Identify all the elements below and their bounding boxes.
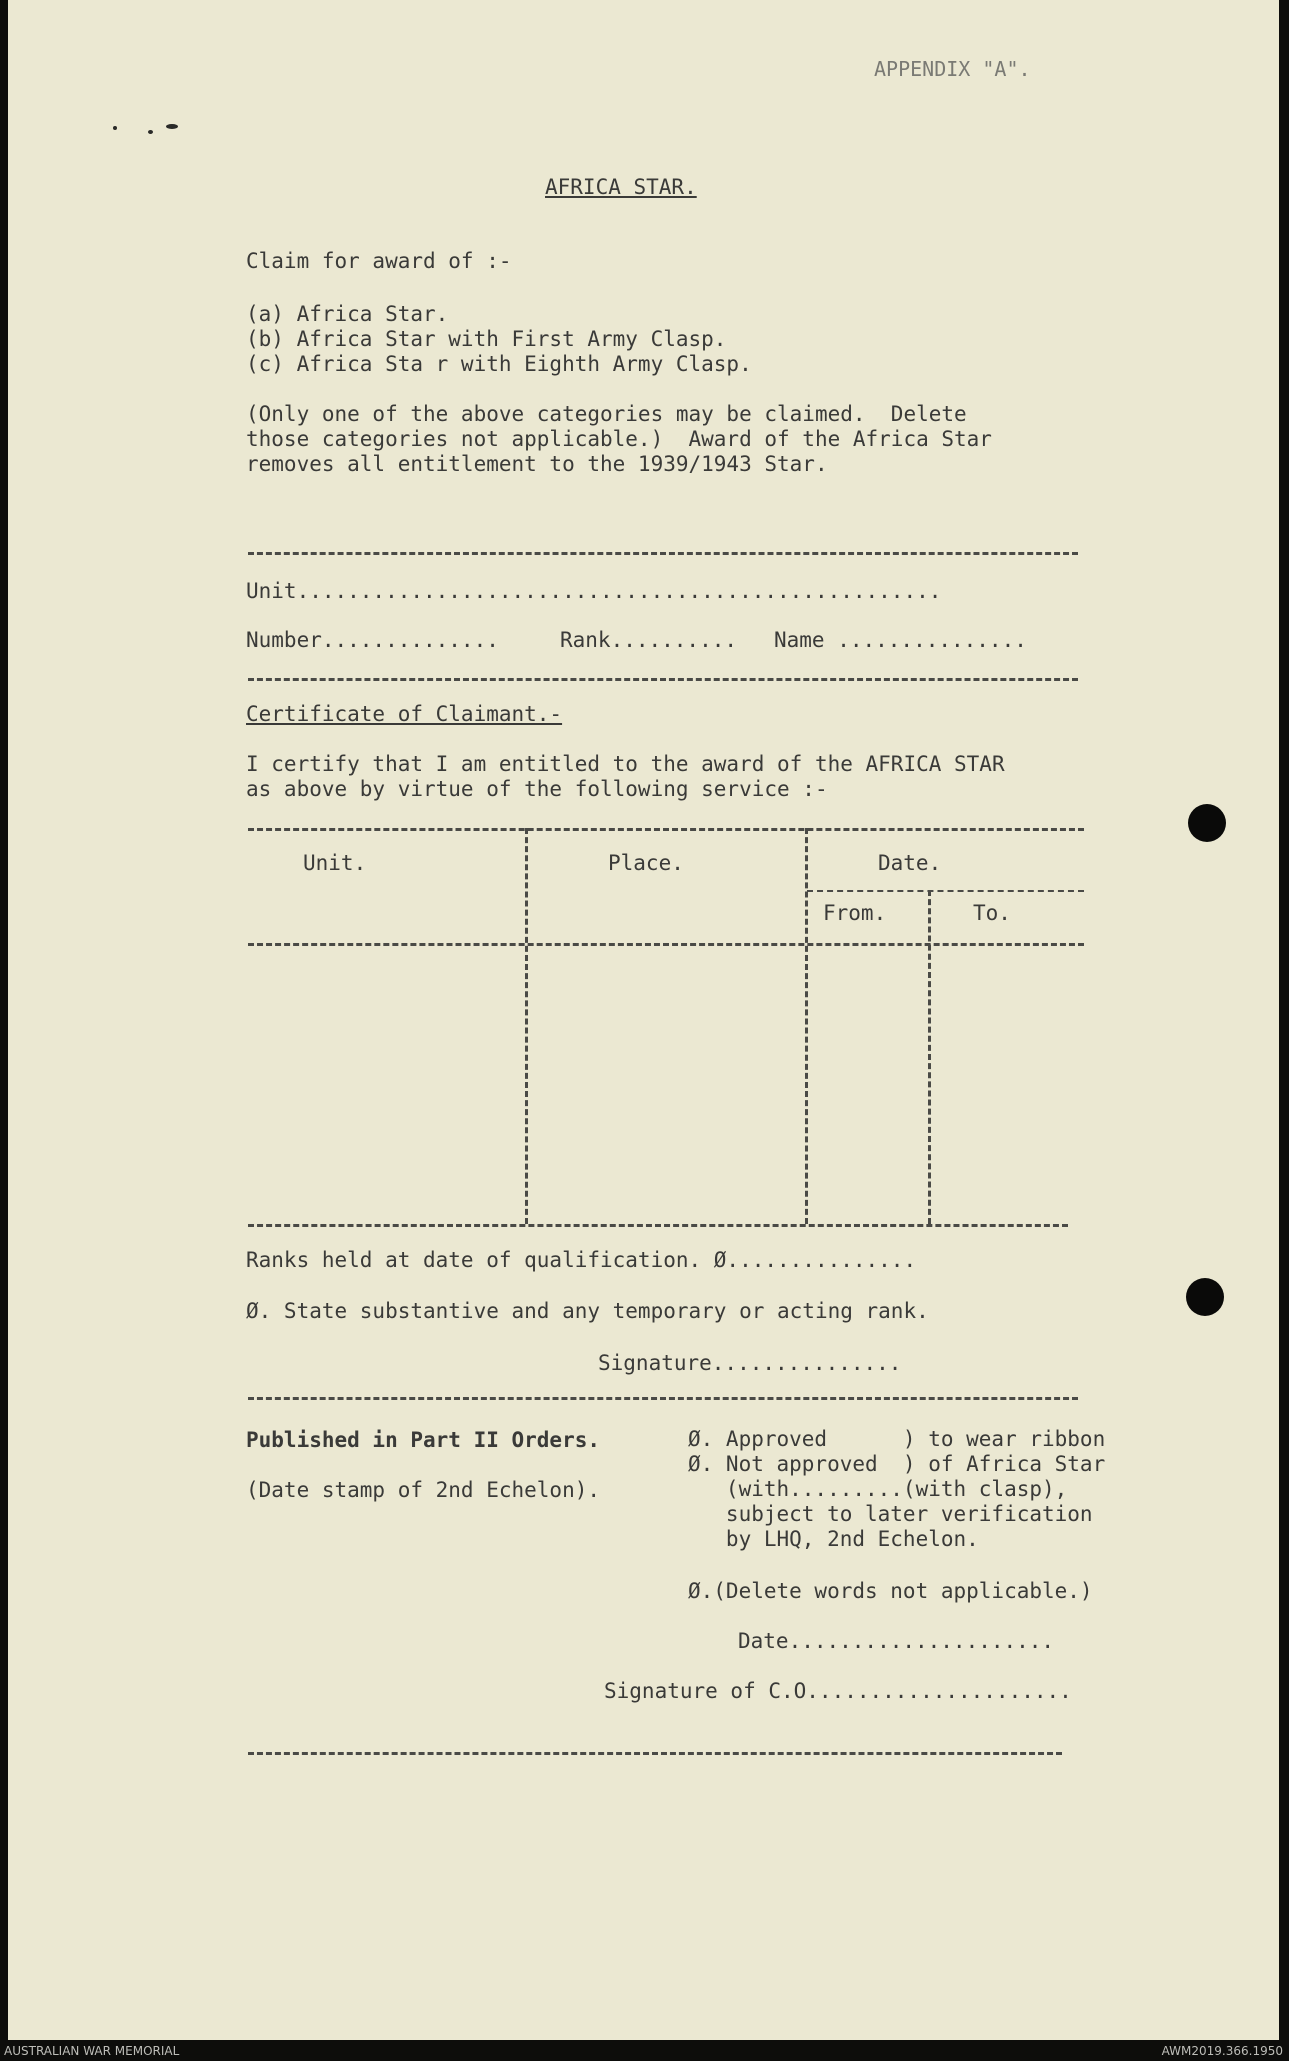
approval-line: subject to later verification <box>688 1502 1093 1526</box>
date-stamp-label: (Date stamp of 2nd Echelon). <box>246 1478 601 1502</box>
footer-institution: AUSTRALIAN WAR MEMORIAL <box>4 2044 180 2058</box>
table-header-unit: Unit. <box>303 851 367 875</box>
divider <box>248 1752 1062 1755</box>
punch-hole <box>1188 804 1226 842</box>
footer-accession-number: AWM2019.366.1950 <box>1161 2044 1283 2058</box>
appendix-label: APPENDIX "A". <box>874 57 1031 81</box>
table-bottom-border <box>248 1224 1068 1227</box>
category-b: (b) Africa Star with First Army Clasp. <box>246 327 727 351</box>
note-line: removes all entitlement to the 1939/1943 Star. <box>246 452 828 476</box>
approval-line: Ø. Approved ) to wear ribbon <box>688 1427 1106 1451</box>
approval-line: (with.........(with clasp), <box>688 1477 1068 1501</box>
ink-speck <box>148 130 153 134</box>
table-header-place: Place. <box>608 851 684 875</box>
divider <box>248 552 1078 555</box>
page-title: AFRICA STAR. <box>545 175 697 199</box>
note-line: those categories not applicable.) Award of the Africa Star <box>246 427 992 451</box>
approval-line: Ø. Not approved ) of Africa Star <box>688 1452 1106 1476</box>
table-header-border <box>248 943 1084 946</box>
punch-hole <box>1186 1278 1224 1316</box>
note-line: (Only one of the above categories may be claimed. Delete <box>246 402 967 426</box>
table-header-to: To. <box>973 901 1011 925</box>
table-column-divider <box>928 890 931 1224</box>
divider <box>248 1397 1078 1400</box>
category-c: (c) Africa Sta r with Eighth Army Clasp. <box>246 352 752 376</box>
certificate-text: I certify that I am entitled to the award of the AFRICA STAR <box>246 752 1005 776</box>
ink-speck <box>113 126 117 130</box>
table-top-border <box>248 828 1084 831</box>
category-a: (a) Africa Star. <box>246 302 449 326</box>
number-field: Number.............. <box>246 628 499 652</box>
ranks-note: Ø. State substantive and any temporary or acting rank. <box>246 1299 929 1323</box>
claimant-signature-field: Signature............... <box>598 1351 902 1375</box>
table-column-divider <box>805 828 808 1224</box>
co-signature-field: Signature of C.O..................... <box>604 1679 1072 1703</box>
published-label: Published in Part II Orders. <box>246 1428 601 1452</box>
ink-speck <box>166 124 178 129</box>
table-column-divider <box>525 828 528 1224</box>
delete-words-note: Ø.(Delete words not applicable.) <box>688 1579 1093 1603</box>
document-page <box>8 0 1279 2040</box>
rank-field: Rank.......... <box>560 628 738 652</box>
claim-intro: Claim for award of :- <box>246 249 512 273</box>
table-subheader-border <box>807 890 1084 892</box>
certificate-text: as above by virtue of the following service :- <box>246 777 828 801</box>
table-header-date: Date. <box>878 851 942 875</box>
ranks-held-field: Ranks held at date of qualification. Ø............... <box>246 1248 917 1272</box>
certificate-heading: Certificate of Claimant.- <box>246 702 563 726</box>
table-header-from: From. <box>823 901 887 925</box>
approval-line: by LHQ, 2nd Echelon. <box>688 1527 979 1551</box>
unit-field: Unit................................................... <box>246 579 942 603</box>
divider <box>248 678 1078 681</box>
name-field: Name ............... <box>774 628 1027 652</box>
date-field: Date..................... <box>738 1629 1055 1653</box>
